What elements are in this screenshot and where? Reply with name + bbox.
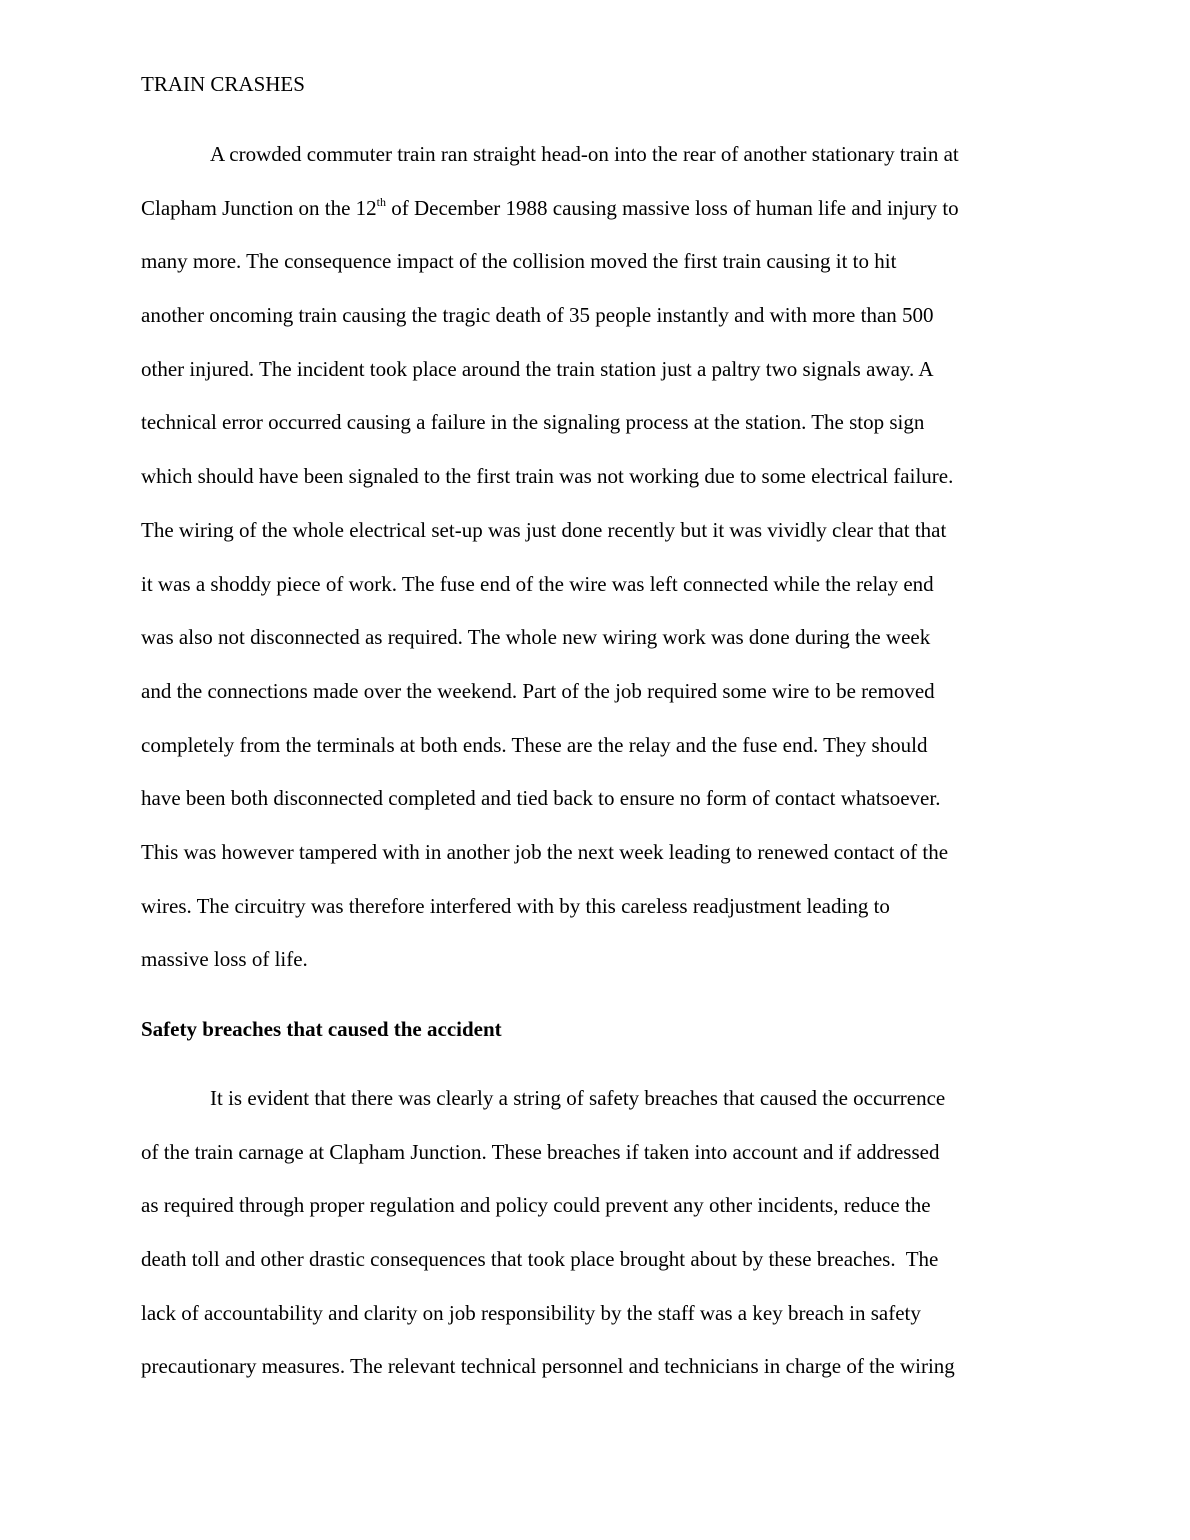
paragraph-line: death toll and other drastic consequences that took place brought about by these breaches. The xyxy=(141,1247,939,1272)
paragraph-line: of the train carnage at Clapham Junction. These breaches if taken into account and if addressed xyxy=(141,1139,940,1164)
paragraph-line: This was however tampered with in another job the next week leading to renewed contact of the xyxy=(141,839,949,864)
section-heading: Safety breaches that caused the accident xyxy=(141,1017,502,1041)
paragraph-line: which should have been signaled to the first train was not working due to some electrical failure. xyxy=(141,464,954,489)
date-text: Clapham Junction on the 12 xyxy=(141,195,377,220)
date-line-rest: of December 1988 causing massive loss of human life and injury to xyxy=(385,195,959,220)
paragraph-line: wires. The circuitry was therefore interfered with by this careless readjustment leading to xyxy=(141,893,890,918)
paragraph-line: The wiring of the whole electrical set-up was just done recently but it was vividly clear that that xyxy=(141,517,947,542)
paragraph-line: as required through proper regulation and policy could prevent any other incidents, reduce the xyxy=(141,1193,931,1218)
paragraph-line: other injured. The incident took place around the train station just a paltry two signals away. A xyxy=(141,356,934,381)
paragraph-line: technical error occurred causing a failure in the signaling process at the station. The stop sign xyxy=(141,410,925,435)
paragraph-line: A crowded commuter train ran straight head-on into the rear of another stationary train at xyxy=(210,142,959,166)
paragraph-line: lack of accountability and clarity on job responsibility by the staff was a key breach in safety xyxy=(141,1300,921,1325)
paragraph-line: precautionary measures. The relevant technical personnel and technicians in charge of the wiring xyxy=(141,1354,955,1379)
paragraph-line: many more. The consequence impact of the collision moved the first train causing it to hit xyxy=(141,249,897,274)
paragraph-line-with-date xyxy=(141,194,1071,248)
paragraph-clapham-junction-incident xyxy=(141,140,1071,999)
paragraph-safety-breaches xyxy=(141,1084,1071,1406)
paragraph-line: another oncoming train causing the tragic death of 35 people instantly and with more than 500 xyxy=(141,303,934,328)
paragraph-line: massive loss of life. xyxy=(141,947,308,972)
paragraph-line: and the connections made over the weekend. Part of the job required some wire to be removed xyxy=(141,678,935,703)
paragraph-line: completely from the terminals at both ends. These are the relay and the fuse end. They should xyxy=(141,732,928,757)
paragraph-line: was also not disconnected as required. The whole new wiring work was done during the week xyxy=(141,625,931,650)
paragraph-line: It is evident that there was clearly a string of safety breaches that caused the occurrence xyxy=(210,1086,946,1110)
paragraph-line: have been both disconnected completed and tied back to ensure no form of contact whatsoever. xyxy=(141,786,941,811)
ordinal-suffix: th xyxy=(376,194,386,209)
running-head: TRAIN CRASHES xyxy=(141,72,305,96)
paragraph-line: it was a shoddy piece of work. The fuse end of the wire was left connected while the relay end xyxy=(141,571,934,596)
